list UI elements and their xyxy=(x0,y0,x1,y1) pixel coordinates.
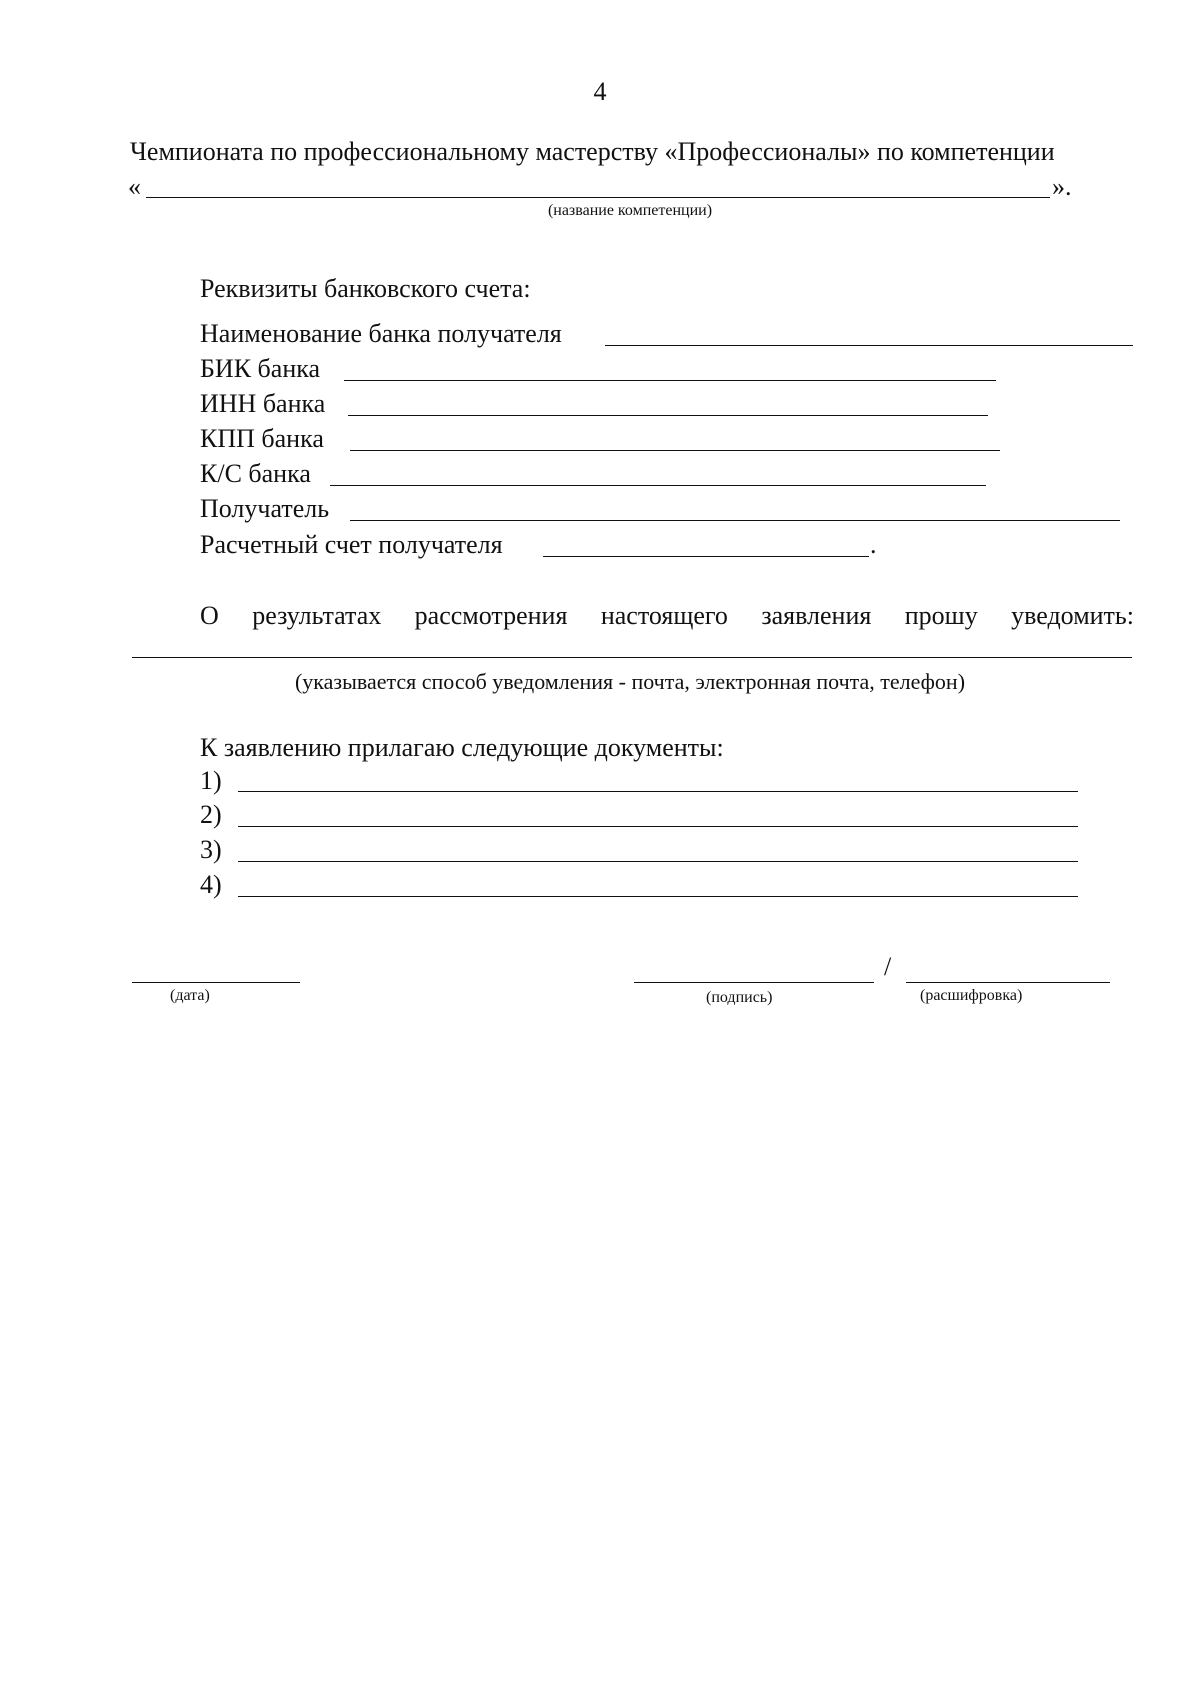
attachment-number: 3) xyxy=(200,835,222,864)
notification-text: О результатах рассмотрения настоящего заявления прошу уведомить: xyxy=(200,601,1134,630)
notification-caption: (указывается способ уведомления - почта, электронная почта, телефон) xyxy=(294,669,966,694)
open-quote: « xyxy=(128,172,141,201)
inn-field[interactable] xyxy=(348,415,988,416)
competence-name-field[interactable] xyxy=(146,197,1050,198)
account-label: Расчетный счет получателя xyxy=(200,530,503,559)
date-field[interactable] xyxy=(132,982,300,983)
attachment-number: 4) xyxy=(200,870,222,899)
notification-method-field[interactable] xyxy=(132,657,1132,658)
decoding-caption: (расшифровка) xyxy=(920,987,1023,1004)
attachment-field-4[interactable] xyxy=(238,896,1078,897)
competence-caption: (название компетенции) xyxy=(547,202,713,219)
ks-label: К/С банка xyxy=(200,459,311,488)
attachments-heading: К заявлению прилагаю следующие документы: xyxy=(200,733,724,762)
date-caption: (дата) xyxy=(170,987,210,1004)
page-number: 4 xyxy=(593,77,607,106)
bank-name-field[interactable] xyxy=(605,345,1133,346)
signature-slash: / xyxy=(884,952,892,981)
ks-field[interactable] xyxy=(330,485,986,486)
decoding-field[interactable] xyxy=(906,982,1110,983)
signature-caption: (подпись) xyxy=(706,989,773,1006)
attachment-field-1[interactable] xyxy=(238,791,1078,792)
signature-field[interactable] xyxy=(634,982,874,983)
bank-details-heading: Реквизиты банковского счета: xyxy=(200,274,531,303)
attachment-number: 2) xyxy=(200,800,222,829)
close-quote: ». xyxy=(1052,172,1072,201)
account-field[interactable] xyxy=(543,556,869,557)
header-line: Чемпионата по профессиональному мастерству «Профессионалы» по компетенции xyxy=(130,137,1055,166)
inn-label: ИНН банка xyxy=(200,389,326,418)
recipient-field[interactable] xyxy=(350,520,1120,521)
attachment-field-2[interactable] xyxy=(238,826,1078,827)
kpp-label: КПП банка xyxy=(200,424,324,453)
account-period: . xyxy=(870,530,877,559)
bank-name-label: Наименование банка получателя xyxy=(200,319,562,348)
bik-field[interactable] xyxy=(344,380,996,381)
bik-label: БИК банка xyxy=(200,354,321,383)
attachment-number: 1) xyxy=(200,766,222,795)
kpp-field[interactable] xyxy=(350,450,1000,451)
recipient-label: Получатель xyxy=(200,494,330,523)
attachment-field-3[interactable] xyxy=(238,861,1078,862)
